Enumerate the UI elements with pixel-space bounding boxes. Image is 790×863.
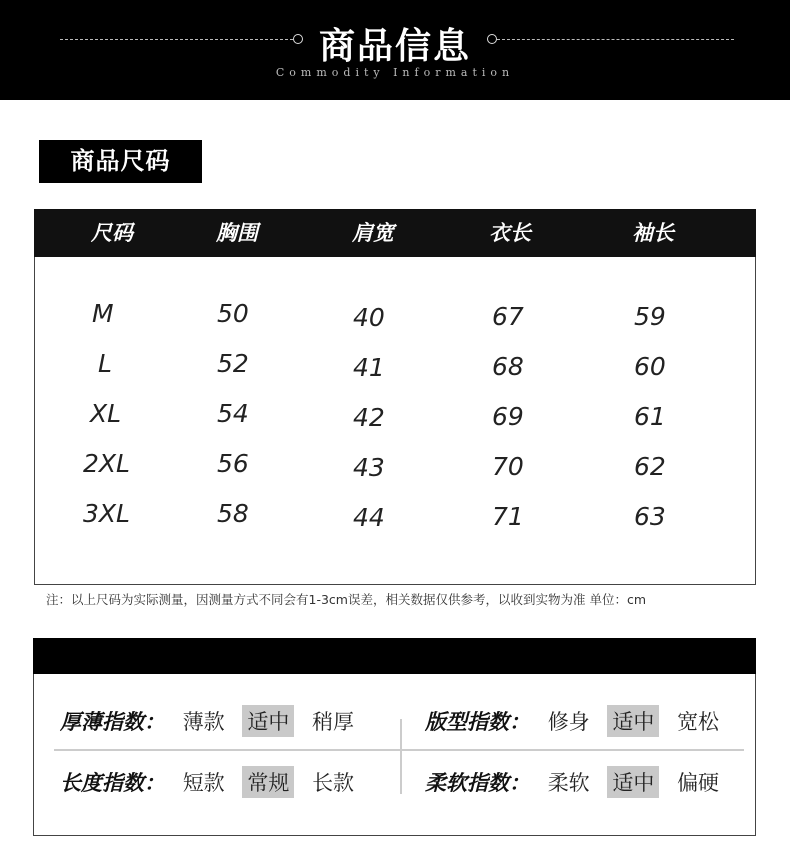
- table-row: [35, 399, 755, 449]
- cell-sleeve: 63: [634, 502, 666, 531]
- cell-chest: 50: [217, 299, 249, 328]
- softness-option-stiff: 偏硬: [677, 771, 720, 795]
- right-circle-ornament: [487, 34, 497, 44]
- cell-chest: 52: [217, 349, 249, 378]
- table-row: [35, 299, 755, 349]
- col-header-sleeve: 袖长: [632, 221, 674, 245]
- thickness-option-thick: 稍厚: [312, 710, 355, 734]
- cell-sleeve: 61: [634, 402, 666, 431]
- cell-length: 68: [492, 352, 524, 381]
- right-dashed-line: [497, 39, 734, 40]
- thickness-option-medium: 适中: [242, 705, 294, 737]
- length-option-long: 长款: [312, 771, 355, 795]
- cell-shoulder: 44: [353, 503, 385, 532]
- table-row: [35, 349, 755, 399]
- cell-sleeve: 62: [634, 452, 666, 481]
- table-row: [35, 499, 755, 549]
- length-index: [60, 766, 359, 798]
- cell-size: 2XL: [83, 449, 130, 478]
- col-header-size: 尺码: [91, 221, 133, 245]
- table-row: [35, 449, 755, 499]
- size-table: [34, 209, 756, 585]
- cell-size: L: [98, 349, 112, 378]
- cell-sleeve: 60: [634, 352, 666, 381]
- cell-shoulder: 40: [353, 303, 385, 332]
- header-banner: [0, 0, 790, 100]
- fit-option-medium: 适中: [607, 705, 659, 737]
- product-index-panel: [33, 638, 756, 836]
- cell-shoulder: 42: [353, 403, 385, 432]
- col-header-chest: 胸围: [216, 221, 258, 245]
- page-title: 商品信息: [318, 26, 471, 67]
- horizontal-divider: [54, 749, 744, 751]
- length-option-short: 短款: [182, 771, 225, 795]
- col-header-length: 衣长: [489, 221, 531, 245]
- thickness-index-label: 厚薄指数：: [60, 710, 165, 734]
- cell-size: XL: [90, 399, 122, 428]
- cell-length: 67: [492, 302, 524, 331]
- cell-sleeve: 59: [634, 302, 666, 331]
- length-index-label: 长度指数：: [60, 771, 165, 795]
- softness-index-label: 柔软指数：: [425, 771, 530, 795]
- cell-size: M: [92, 299, 114, 328]
- section-title-size: 商品尺码: [39, 140, 202, 183]
- cell-length: 71: [492, 502, 524, 531]
- col-header-shoulder: 肩宽: [352, 221, 394, 245]
- vertical-divider: [400, 719, 402, 794]
- cell-size: 3XL: [83, 499, 130, 528]
- softness-option-soft: 柔软: [547, 771, 590, 795]
- softness-index: [425, 766, 724, 798]
- fit-option-slim: 修身: [547, 710, 590, 734]
- length-option-regular: 常规: [242, 766, 294, 798]
- cell-chest: 58: [217, 499, 249, 528]
- cell-shoulder: 43: [353, 453, 385, 482]
- panel-header-bar: [33, 638, 756, 674]
- cell-length: 70: [492, 452, 524, 481]
- size-table-header: [34, 209, 756, 257]
- cell-chest: 54: [217, 399, 249, 428]
- measurement-note: 注：以上尺码为实际测量，因测量方式不同会有1-3cm误差，相关数据仅供参考，以收到实物为准 单位：cm: [46, 592, 646, 607]
- thickness-option-thin: 薄款: [182, 710, 225, 734]
- cell-length: 69: [492, 402, 524, 431]
- thickness-index: [60, 705, 359, 737]
- cell-chest: 56: [217, 449, 249, 478]
- page-subtitle: Commodity Information: [275, 66, 515, 79]
- cell-shoulder: 41: [353, 353, 385, 382]
- fit-option-loose: 宽松: [677, 710, 720, 734]
- softness-option-medium: 适中: [607, 766, 659, 798]
- fit-index: [425, 705, 724, 737]
- fit-index-label: 版型指数：: [425, 710, 530, 734]
